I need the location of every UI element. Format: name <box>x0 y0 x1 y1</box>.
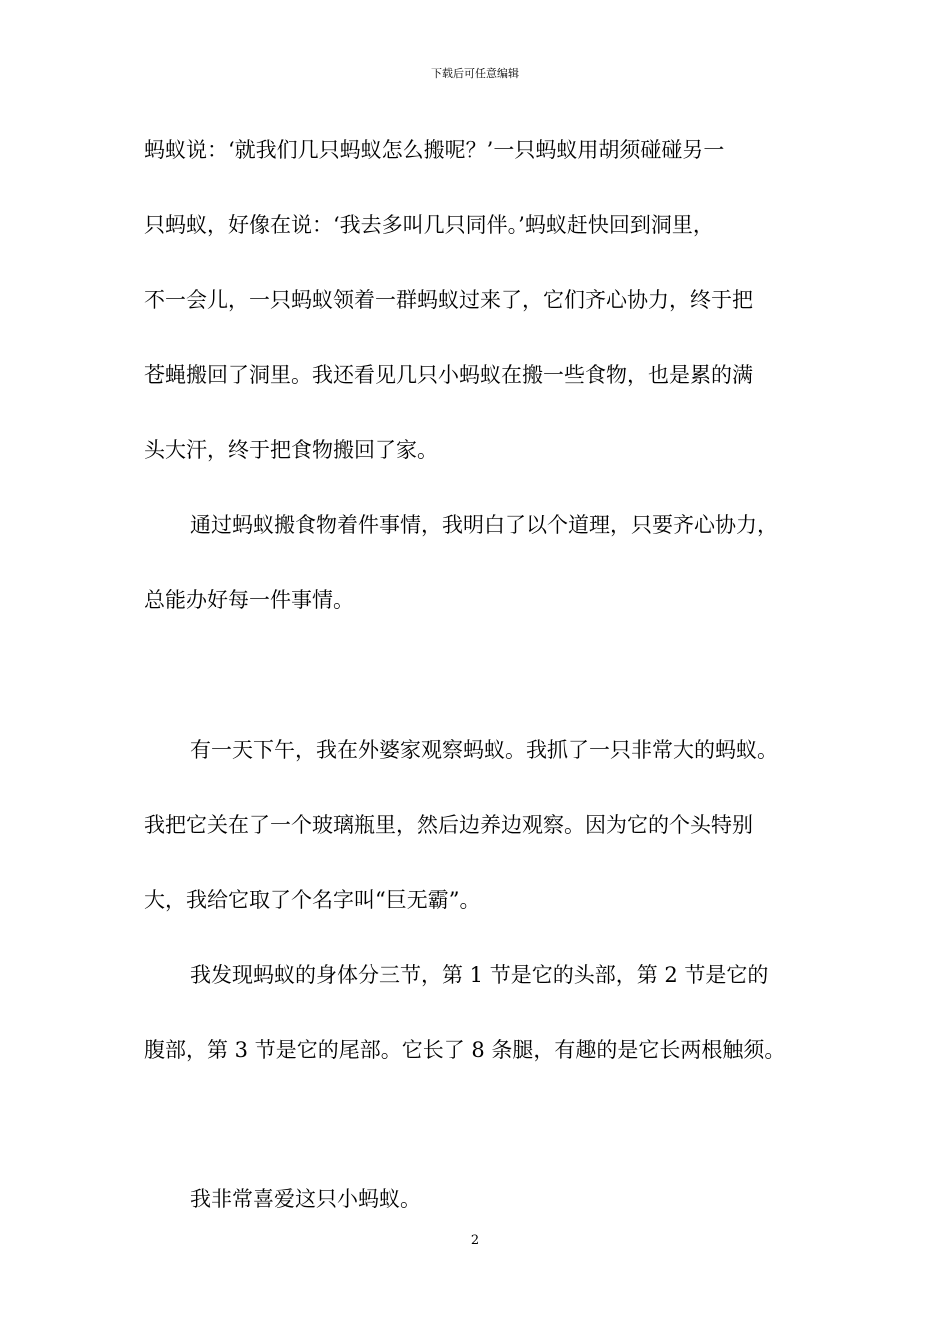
text-line: 腹部，第 3 节是它的尾部。它长了 8 条腿，有趣的是它长两根触须。 <box>144 1038 786 1062</box>
paragraph-start-line: 通过蚂蚁搬食物着件事情，我明白了以个道理，只要齐心协力， <box>190 513 778 537</box>
text-line: 不一会儿，一只蚂蚁领着一群蚂蚁过来了，它们齐心协力，终于把 <box>144 288 753 312</box>
page-number: 2 <box>470 1233 480 1248</box>
paragraph-start-line: 有一天下午，我在外婆家观察蚂蚁。我抓了一只非常大的蚂蚁。 <box>190 738 778 762</box>
text-line: 苍蝇搬回了洞里。我还看见几只小蚂蚁在搬一些食物，也是累的满 <box>144 363 753 387</box>
text-line: 我把它关在了一个玻璃瓶里，然后边养边观察。因为它的个头特别 <box>144 813 753 837</box>
text-line: 总能办好每一件事情。 <box>144 588 354 612</box>
page-header: 下载后可任意编辑 <box>431 67 519 80</box>
paragraph-start-line: 我非常喜爱这只小蚂蚁。 <box>190 1187 421 1211</box>
text-line: 大，我给它取了个名字叫“巨无霸”。 <box>144 888 481 912</box>
paragraph-start-line: 我发现蚂蚁的身体分三节，第 1 节是它的头部，第 2 节是它的 <box>190 963 769 987</box>
text-line: 头大汗，终于把食物搬回了家。 <box>144 438 438 462</box>
text-line: 蚂蚁说：‘就我们几只蚂蚁怎么搬呢？’一只蚂蚁用胡须碰碰另一 <box>144 138 725 162</box>
text-line: 只蚂蚁，好像在说：‘我去多叫几只同伴。’蚂蚁赶快回到洞里， <box>144 213 714 237</box>
